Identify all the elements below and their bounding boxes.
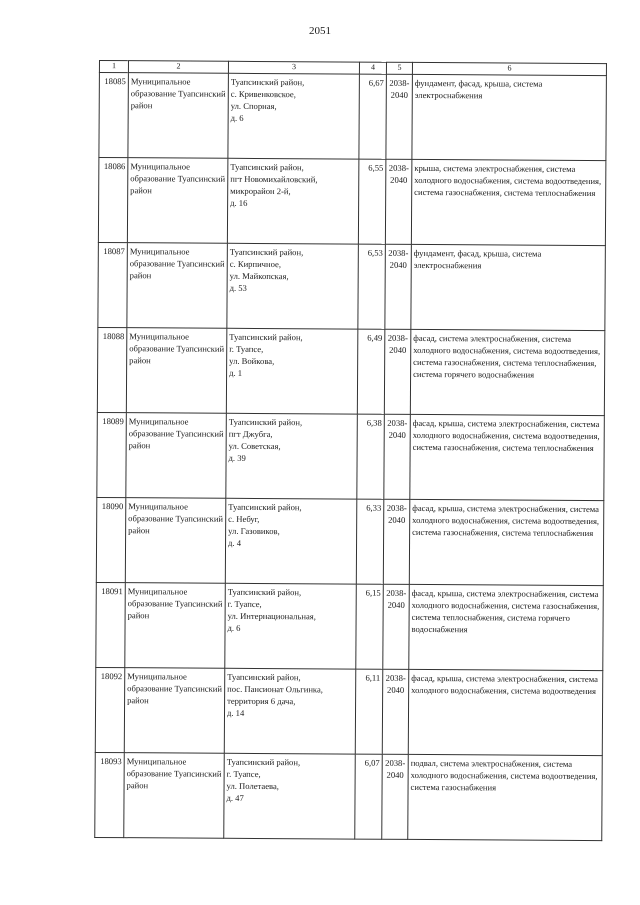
period-line: 2038- <box>388 247 409 258</box>
row-id-cell: 18089 <box>97 412 127 497</box>
period-cell <box>385 159 412 244</box>
row-id-cell: 18092 <box>95 667 125 752</box>
address-line: д. 4 <box>228 537 242 548</box>
column-header: 2 <box>128 61 228 74</box>
period-line: 2040 <box>387 599 405 610</box>
owner-cell: Муниципальное образование Туапсинский район <box>126 413 227 499</box>
address-line: ул. Спорная, <box>230 100 277 112</box>
address-line: ул. Майкопская, <box>229 270 289 282</box>
register-table <box>94 60 607 841</box>
period-cell <box>384 329 411 414</box>
address-cell <box>227 243 359 329</box>
table-row <box>97 412 605 500</box>
table-row <box>99 73 607 161</box>
period-line: 2038- <box>388 162 409 173</box>
value-cell: 6,07 <box>355 754 383 839</box>
address-line: д. 16 <box>230 197 248 208</box>
address-line: д. 39 <box>228 452 246 463</box>
value-cell: 6,67 <box>359 74 387 159</box>
table-row <box>96 497 604 585</box>
works-cell: подвал, система электроснабжения, система холодного водоснабжения, система водоотведения, система газоснабжения <box>408 754 603 840</box>
address-cell <box>227 158 359 244</box>
address-line: Туапсинский район, <box>228 416 303 428</box>
address-line: Туапсинский район, <box>227 586 302 598</box>
period-line: 2038- <box>386 502 407 513</box>
address-line: д. 6 <box>230 112 244 123</box>
column-header: 4 <box>359 62 386 74</box>
address-line: Туапсинский район, <box>229 331 303 343</box>
address-line: Туапсинский район, <box>226 756 301 768</box>
period-line: 2040 <box>390 89 408 100</box>
period-line: 2038- <box>389 77 410 88</box>
owner-cell: Муниципальное образование Туапсинский район <box>124 668 225 754</box>
period-line: 2038- <box>387 417 408 428</box>
owner-cell: Муниципальное образование Туапсинский район <box>126 328 227 414</box>
works-cell: фасад, крыша, система электроснабжения, система холодного водоснабжения, система газоснабжения, система теплоснабжения, система горячего водоснабжения <box>409 584 604 670</box>
period-cell <box>384 414 411 499</box>
row-id-cell: 18086 <box>98 158 128 243</box>
page-number: 2051 <box>309 25 331 37</box>
table-row <box>95 752 603 840</box>
address-cell <box>224 753 356 839</box>
works-cell: фундамент, фасад, крыша, система электроснабжения <box>412 74 607 160</box>
period-cell <box>385 244 412 329</box>
table-row <box>96 582 604 670</box>
address-line: ул. Интернациональная, <box>227 610 316 622</box>
address-cell <box>224 668 356 754</box>
address-line: с. Кирпичное, <box>229 258 282 270</box>
address-line: д. 14 <box>226 707 245 718</box>
works-cell: фундамент, фасад, крыша, система электроснабжения <box>411 244 606 330</box>
value-cell: 6,33 <box>356 499 384 584</box>
period-line: 2038- <box>385 757 406 768</box>
value-cell: 6,53 <box>358 244 386 329</box>
address-line: г. Туапсе, <box>229 343 264 355</box>
column-header: 6 <box>412 62 606 75</box>
address-line: с. Кривенковское, <box>230 88 296 100</box>
address-line: территория 6 дача, <box>227 695 296 707</box>
works-cell: фасад, крыша, система электроснабжения, система холодного водоснабжения, система водоотведения, система газоснабжения, система теплоснабжения <box>409 499 604 585</box>
period-line: 2040 <box>390 174 408 185</box>
address-line: ул. Советская, <box>228 440 281 452</box>
period-line: 2040 <box>388 514 406 525</box>
table-row <box>98 158 606 246</box>
address-cell <box>228 73 360 159</box>
address-line: пос. Пансионат Ольгинка, <box>227 683 323 695</box>
row-id-cell: 18093 <box>95 752 125 837</box>
table-row <box>97 327 605 415</box>
table-row <box>95 667 603 755</box>
address-line: Туапсинский район, <box>230 161 304 173</box>
address-line: Туапсинский район, <box>228 501 302 513</box>
value-cell: 6,38 <box>357 414 385 499</box>
period-cell <box>382 669 409 754</box>
period-cell <box>382 754 409 839</box>
period-line: 2040 <box>388 429 406 440</box>
owner-cell: Муниципальное образование Туапсинский район <box>125 498 226 584</box>
address-line: микрорайон 2-й, <box>230 185 291 197</box>
address-line: г. Туапсе, <box>226 768 261 780</box>
works-cell: крыша, система электроснабжения, система холодного водоснабжения, система водоотведения, система газоснабжения, система теплоснабжения <box>411 159 606 245</box>
row-id-cell: 18091 <box>96 582 126 667</box>
address-line: пгт Джубга, <box>228 428 273 440</box>
value-cell: 6,49 <box>357 329 385 414</box>
owner-cell: Муниципальное образование Туапсинский район <box>127 158 228 244</box>
owner-cell: Муниципальное образование Туапсинский район <box>127 243 228 329</box>
address-line: ул. Полетаева, <box>226 780 280 792</box>
address-cell <box>225 583 357 669</box>
period-line: 2038- <box>385 672 406 683</box>
value-cell: 6,55 <box>358 159 386 244</box>
address-line: ул. Газовиков, <box>228 525 280 537</box>
address-line: г. Туапсе, <box>227 598 262 610</box>
address-cell <box>226 328 358 414</box>
works-cell: фасад, крыша, система электроснабжения, система холодного водоснабжения, система водоотведения, система газоснабжения, система теплоснабжения <box>410 414 605 500</box>
address-cell <box>225 498 357 584</box>
column-header: 5 <box>386 62 412 74</box>
address-line: Туапсинский район, <box>230 76 305 88</box>
address-line: пгт Новомихайловский, <box>230 173 318 185</box>
value-cell: 6,15 <box>356 584 384 669</box>
address-line: Туапсинский район, <box>229 246 304 258</box>
address-line: д. 47 <box>226 792 244 803</box>
address-line: с. Небуг, <box>228 513 260 524</box>
period-cell <box>383 584 410 669</box>
works-cell: фасад, система электроснабжения, система холодного водоснабжения, система водоотведения, система газоснабжения, система теплоснабжения, система горячего водоснабжения <box>410 329 605 415</box>
owner-cell: Муниципальное образование Туапсинский район <box>124 753 225 839</box>
column-header: 3 <box>228 61 359 74</box>
table-row <box>98 242 606 330</box>
row-id-cell: 18087 <box>98 242 128 327</box>
address-cell <box>226 413 358 499</box>
works-cell: фасад, крыша, система электроснабжения, система холодного водоснабжения, система водоотведения <box>408 669 603 755</box>
period-line: 2040 <box>389 344 407 355</box>
period-line: 2040 <box>386 769 404 780</box>
period-cell <box>386 74 413 159</box>
owner-cell: Муниципальное образование Туапсинский район <box>128 73 229 159</box>
address-line: ул. Войкова, <box>229 355 275 367</box>
address-line: д. 6 <box>227 622 241 633</box>
period-line: 2038- <box>386 587 407 598</box>
row-id-cell: 18085 <box>99 73 129 158</box>
address-line: д. 1 <box>229 367 243 378</box>
value-cell: 6,11 <box>355 669 383 754</box>
column-header: 1 <box>99 61 128 73</box>
address-line: Туапсинский район, <box>227 671 301 683</box>
period-line: 2040 <box>389 259 407 270</box>
address-line: д. 53 <box>229 282 247 293</box>
period-cell <box>383 499 410 584</box>
period-line: 2040 <box>387 684 405 695</box>
period-line: 2038- <box>387 332 408 343</box>
row-id-cell: 18088 <box>97 327 127 412</box>
owner-cell: Муниципальное образование Туапсинский район <box>125 583 226 669</box>
row-id-cell: 18090 <box>96 497 126 582</box>
